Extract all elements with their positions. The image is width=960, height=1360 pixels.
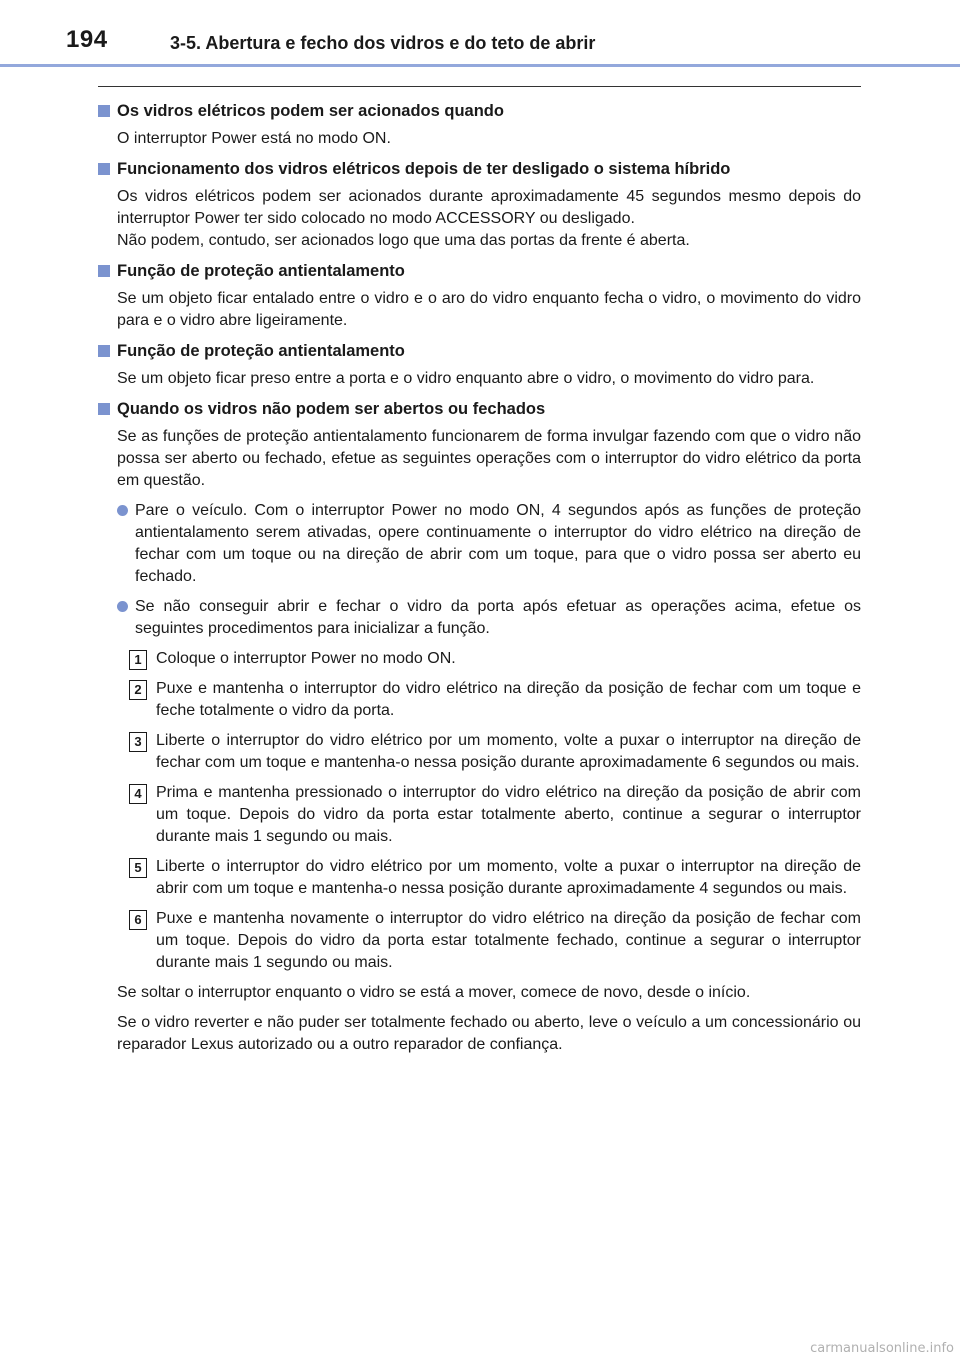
square-bullet-icon xyxy=(98,403,110,415)
step-item: 2 Puxe e mantenha o interruptor do vidro elétrico na direção da posição de fechar com um toque e feche totalmente o vidro da porta. xyxy=(98,678,861,722)
square-bullet-icon xyxy=(98,105,110,117)
bullet-item: Se não conseguir abrir e fechar o vidro da porta após efetuar as operações acima, efetue os seguintes procedimentos para inicializar a função. xyxy=(98,596,861,640)
section-paragraph: Os vidros elétricos podem ser acionados durante aproximadamente 45 segundos mesmo depois do interruptor Power ter sido colocado no modo ACCESSORY ou desligado. xyxy=(117,188,861,227)
section-paragraph: Se um objeto ficar entalado entre o vidro e o aro do vidro enquanto fecha o vidro, o movimento do vidro para e o vidro abre ligeiramente. xyxy=(117,290,861,329)
section-heading: Os vidros elétricos podem ser acionados quando xyxy=(98,100,861,122)
page-header xyxy=(0,0,960,64)
step-item: 5 Liberte o interruptor do vidro elétrico por um momento, volte a puxar o interruptor na direção de abrir com um toque e mantenha-o nessa posição durante aproximadamente 4 segundos ou mais. xyxy=(98,856,861,900)
bullet-item: Pare o veículo. Com o interruptor Power no modo ON, 4 segundos após as funções de proteção antientalamento serem ativadas, opere continuamente o interruptor do vidro elétrico na direção de fechar com um toque ou na direção de abrir com um toque, para que o vidro possa ser aberto eu fechado. xyxy=(98,500,861,588)
closing-paragraph: Se o vidro reverter e não puder ser totalmente fechado ou aberto, leve o veículo a um concessionário ou reparador Lexus autorizado ou a outro reparador de confiança. xyxy=(117,1014,861,1053)
step-number: 2 xyxy=(129,680,147,700)
circle-bullet-icon xyxy=(117,505,128,516)
section-paragraph: O interruptor Power está no modo ON. xyxy=(117,130,391,147)
page-content xyxy=(98,100,861,1064)
section-heading: Quando os vidros não podem ser abertos ou fechados xyxy=(98,398,861,420)
page-number: 194 xyxy=(66,26,108,53)
content-top-rule xyxy=(98,86,861,87)
step-item: 1 Coloque o interruptor Power no modo ON. xyxy=(98,648,861,670)
step-item: 3 Liberte o interruptor do vidro elétrico por um momento, volte a puxar o interruptor na direção de fechar com um toque e mantenha-o nessa posição durante aproximadamente 6 segundos ou mais. xyxy=(98,730,861,774)
step-number: 4 xyxy=(129,784,147,804)
square-bullet-icon xyxy=(98,265,110,277)
section-paragraph: Não podem, contudo, ser acionados logo que uma das portas da frente é aberta. xyxy=(117,232,690,249)
section-heading: Função de proteção antientalamento xyxy=(98,340,861,362)
step-item: 6 Puxe e mantenha novamente o interruptor do vidro elétrico na direção da posição de fechar com um toque. Depois do vidro da porta estar totalmente fechado, continue a segurar o interruptor durante mais 1 segundo ou mais. xyxy=(98,908,861,974)
square-bullet-icon xyxy=(98,345,110,357)
square-bullet-icon xyxy=(98,163,110,175)
step-item: 4 Prima e mantenha pressionado o interruptor do vidro elétrico na direção da posição de abrir com um toque. Depois do vidro da porta estar totalmente aberto, continue a segurar o interruptor durante mais 1 segundo ou mais. xyxy=(98,782,861,848)
circle-bullet-icon xyxy=(117,601,128,612)
header-rule xyxy=(0,64,960,67)
step-number: 3 xyxy=(129,732,147,752)
step-number: 6 xyxy=(129,910,147,930)
step-number: 5 xyxy=(129,858,147,878)
watermark: carmanualsonline.info xyxy=(810,1341,954,1356)
section-heading: Funcionamento dos vidros elétricos depois de ter desligado o sistema híbrido xyxy=(98,158,861,180)
section-heading: Função de proteção antientalamento xyxy=(98,260,861,282)
step-number: 1 xyxy=(129,650,147,670)
closing-paragraph: Se soltar o interruptor enquanto o vidro se está a mover, comece de novo, desde o início. xyxy=(117,984,751,1001)
section-title: 3-5. Abertura e fecho dos vidros e do teto de abrir xyxy=(170,33,596,53)
section-paragraph: Se um objeto ficar preso entre a porta e o vidro enquanto abre o vidro, o movimento do vidro para. xyxy=(117,370,815,387)
section-paragraph: Se as funções de proteção antientalamento funcionarem de forma invulgar fazendo com que o vidro não possa ser aberto ou fechado, efetue as seguintes operações com o interruptor do vidro elétrico da porta em questão. xyxy=(117,428,861,489)
